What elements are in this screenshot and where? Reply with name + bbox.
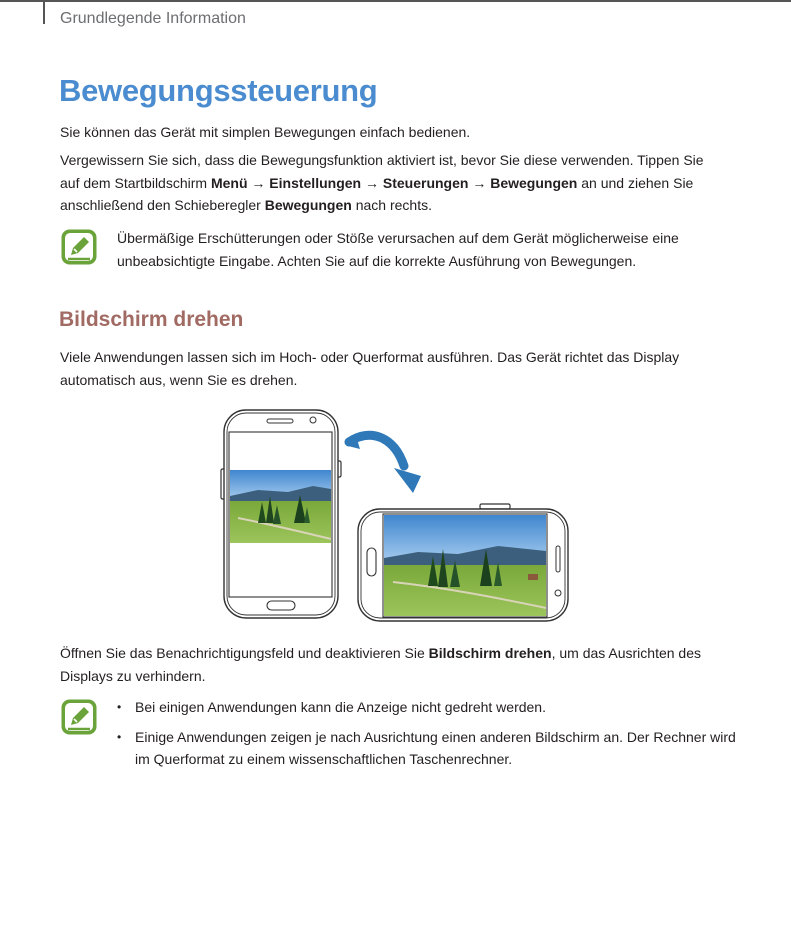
- arrow-2: →: [361, 174, 383, 191]
- rotate-line2: automatisch aus, wenn Sie es drehen.: [60, 371, 298, 388]
- landscape-phone: [358, 504, 568, 621]
- note1-line2: unbeabsichtigte Eingabe. Achten Sie auf die korrekte Ausführung von Bewegungen.: [117, 252, 637, 269]
- side-rule: [43, 0, 45, 24]
- activation-line1: Vergewissern Sie sich, dass die Bewegungsfunktion aktiviert ist, bevor Sie diese verwenden. Tippen Sie: [60, 152, 704, 168]
- list-item: • Bei einigen Anwendungen kann die Anzeige nicht gedreht werden.: [117, 696, 737, 719]
- rotate-arrow-icon: [348, 435, 421, 493]
- controls-term: Steuerungen: [382, 174, 469, 191]
- activation-line3-end: nach rechts.: [351, 197, 432, 213]
- list-item: • Einige Anwendungen zeigen je nach Ausrichtung einen anderen Bildschirm an. Der Rechner wird im Querformat zu einem wissenschaftlichen Taschenrechner.: [117, 726, 737, 771]
- deactivate-paragraph: [60, 642, 730, 687]
- portrait-phone: [221, 410, 341, 618]
- top-rule: [0, 0, 791, 2]
- note-pencil-icon: [60, 228, 98, 266]
- deactivate-line2: Displays zu verhindern.: [60, 667, 206, 684]
- arrow-3: →: [468, 174, 491, 191]
- rotate-screen-term: Bildschirm drehen: [428, 645, 552, 661]
- section-header: Grundlegende Information: [60, 10, 246, 27]
- activation-line2-start: auf dem Startbildschirm: [60, 174, 211, 191]
- page-title: Bewegungssteuerung: [59, 73, 378, 108]
- note1-line1: Übermäßige Erschütterungen oder Stöße verursachen auf dem Gerät möglicherweise eine: [117, 230, 679, 246]
- intro-paragraph: Sie können das Gerät mit simplen Bewegungen einfach bedienen.: [60, 124, 471, 140]
- settings-term: Einstellungen: [269, 174, 362, 191]
- motions-term: Bewegungen: [490, 174, 578, 191]
- note-pencil-icon: [60, 698, 98, 736]
- menu-term: Menü: [210, 174, 248, 191]
- rotation-illustration: [218, 406, 574, 624]
- slider-term: Bewegungen: [264, 197, 352, 213]
- activation-paragraph: [60, 149, 730, 217]
- deactivate-line1-end: , um das Ausrichten des: [551, 645, 701, 661]
- section-subtitle: Bildschirm drehen: [59, 308, 244, 331]
- note2-bullet-list: [117, 696, 737, 778]
- activation-line3-start: anschließend den Schieberegler: [60, 197, 265, 213]
- note1-text: [117, 227, 727, 272]
- rotate-line1: Viele Anwendungen lassen sich im Hoch- oder Querformat ausführen. Das Gerät richtet das Display: [60, 349, 680, 365]
- activation-line2-end: an und ziehen Sie: [577, 174, 694, 191]
- deactivate-line1-start: Öffnen Sie das Benachrichtigungsfeld und deaktivieren Sie: [60, 645, 429, 661]
- rotate-description: [60, 346, 730, 391]
- arrow-1: →: [247, 174, 270, 191]
